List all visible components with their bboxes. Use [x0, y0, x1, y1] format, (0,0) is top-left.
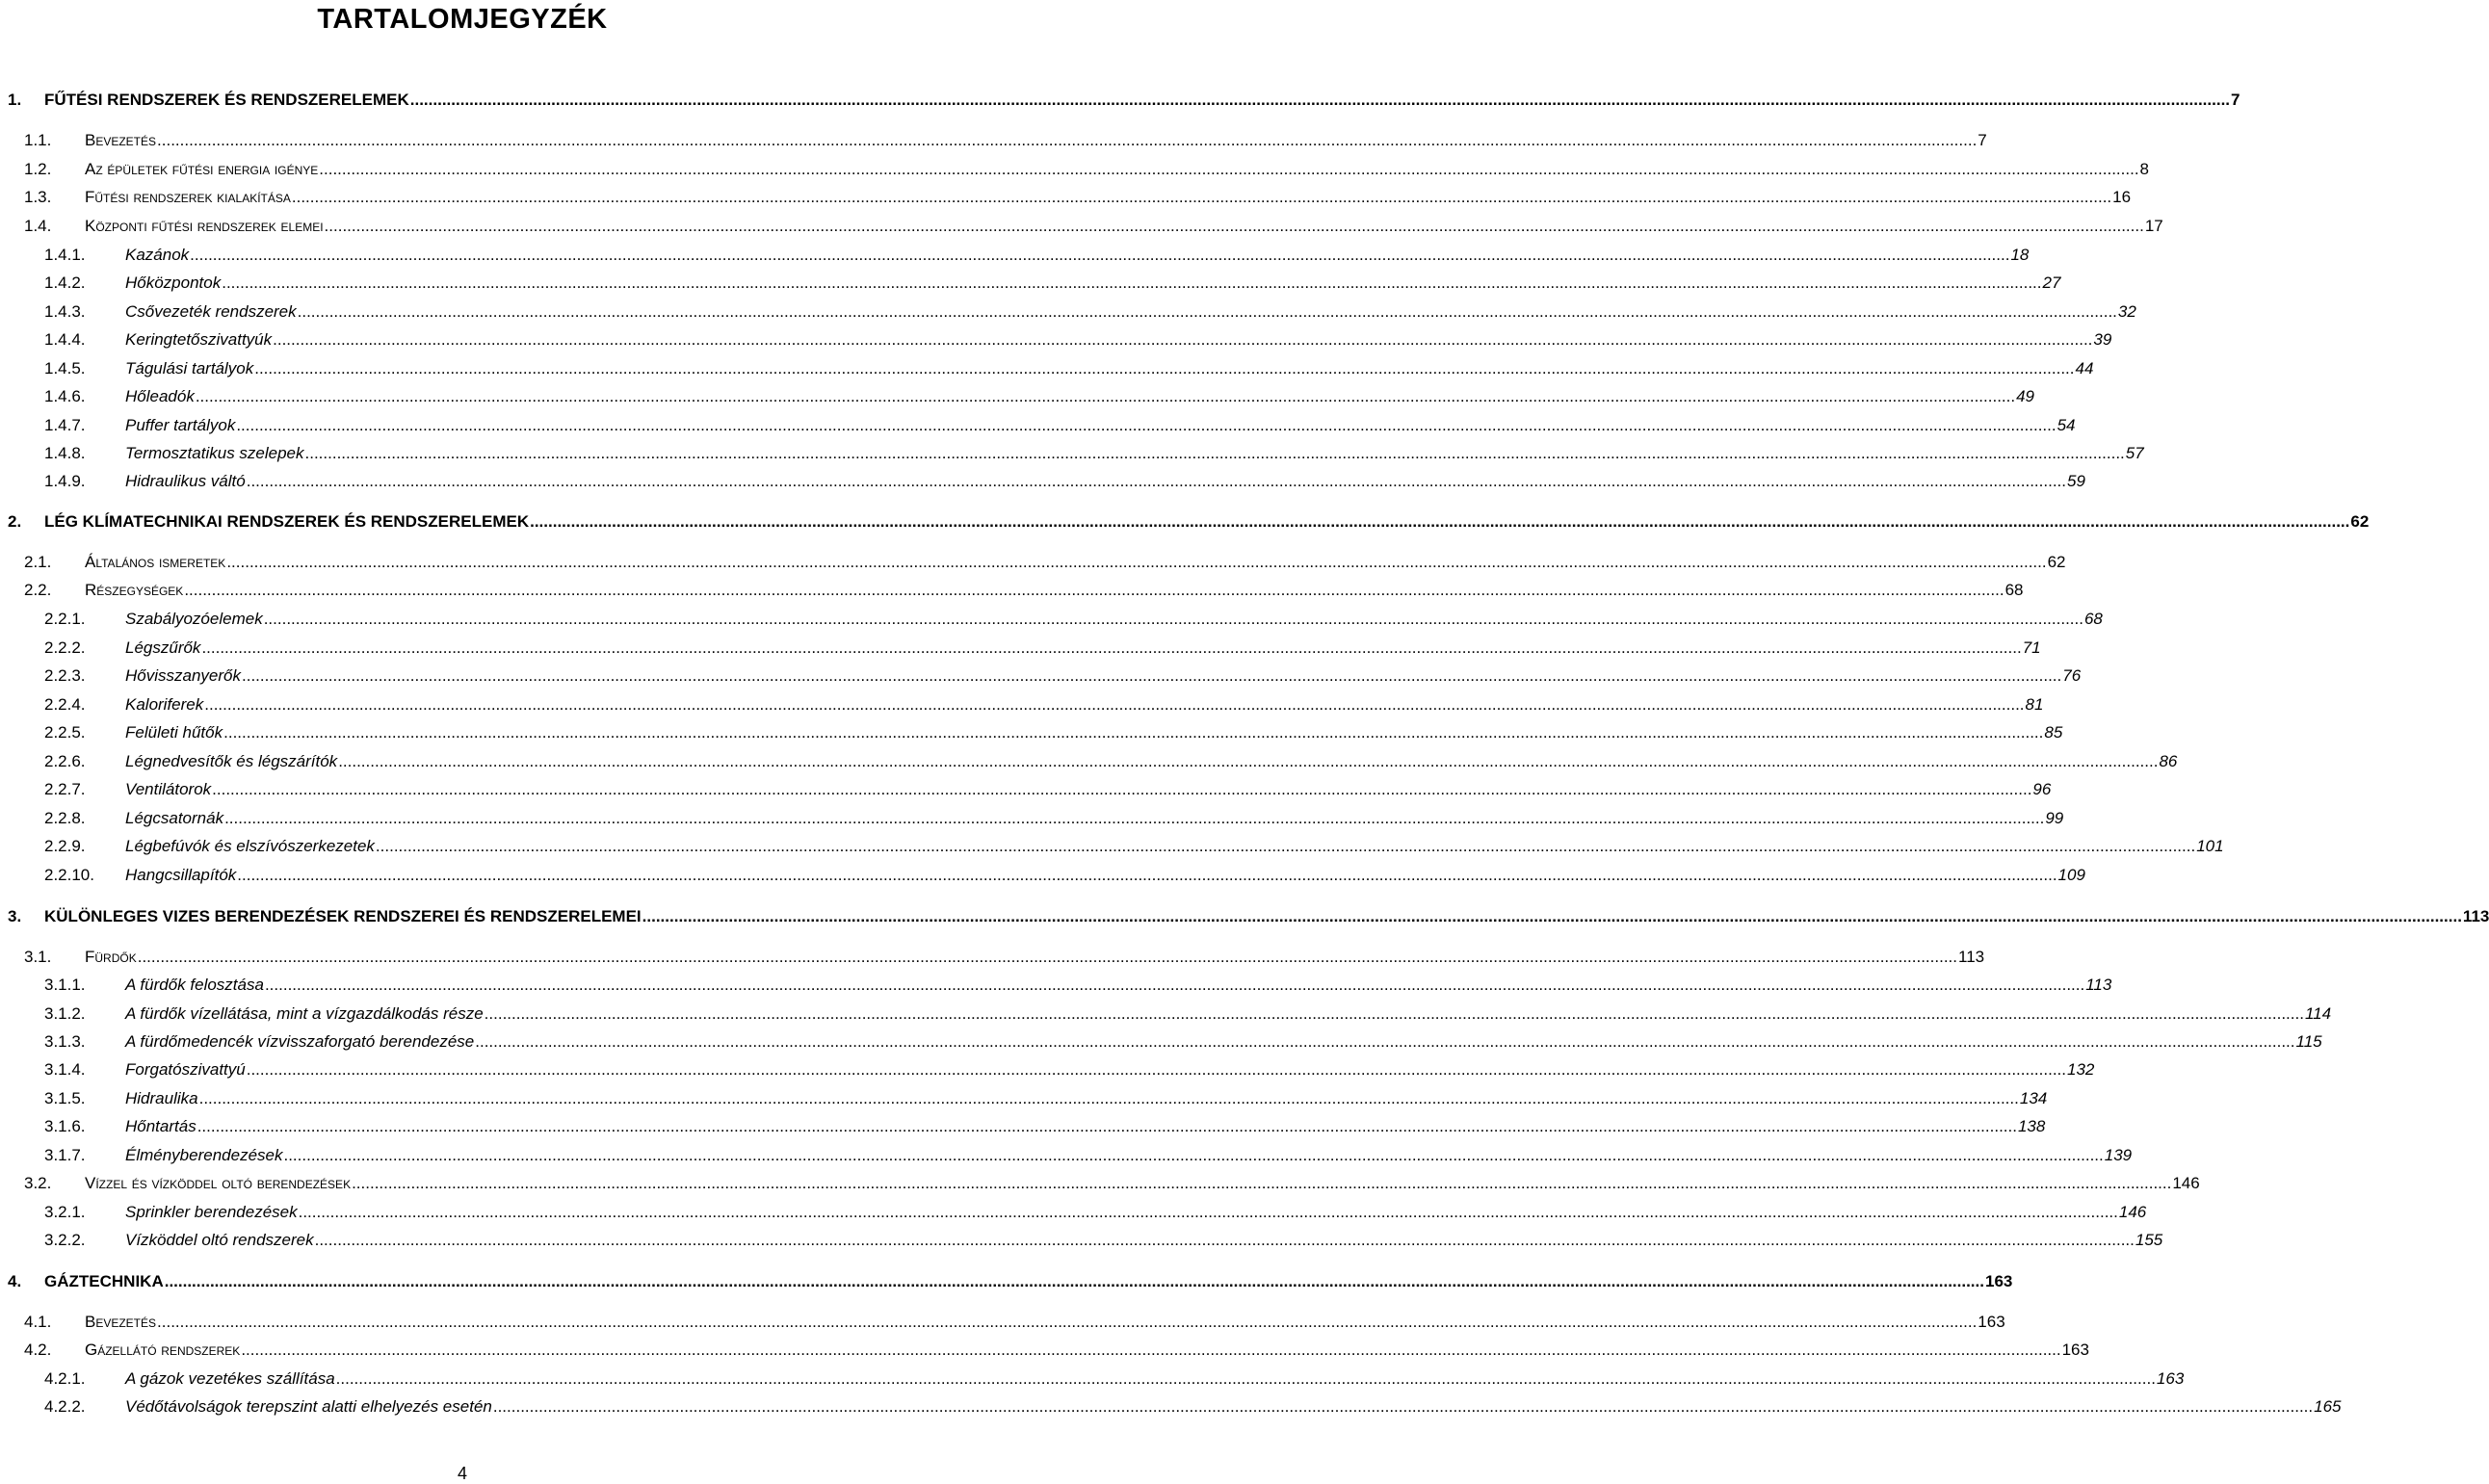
dot-leader: ................................................................................................................................................................................................................................................................................................................................................................................................................ — [314, 1231, 2135, 1249]
toc-entry-title[interactable]: A fürdőmedencék vízvisszaforgató berendezése — [125, 1032, 475, 1051]
toc-entry-title[interactable]: Forgatószivattyú — [125, 1060, 246, 1079]
toc-entry[interactable] — [0, 243, 2030, 268]
toc-entry[interactable] — [0, 1228, 2163, 1253]
dot-leader: ................................................................................................................................................................................................................................................................................................................................................................................................................ — [164, 1272, 1984, 1290]
dot-leader: ................................................................................................................................................................................................................................................................................................................................................................................................................ — [642, 907, 2462, 925]
toc-entry[interactable] — [0, 806, 2064, 831]
toc-entry-title[interactable]: Vízköddel oltó rendszerek — [125, 1231, 314, 1249]
toc-entry-page[interactable]: 68 — [2083, 610, 2103, 628]
page-title: TARTALOMJEGYZÉK — [317, 4, 608, 35]
toc-entry-number: 1.4.6. — [44, 387, 86, 405]
toc-entry[interactable] — [0, 1200, 2147, 1225]
toc-entry[interactable] — [0, 384, 2035, 409]
toc-entry-page[interactable]: 163 — [2061, 1341, 2089, 1359]
toc-entry-title[interactable]: A gázok vezetékes szállítása — [125, 1369, 335, 1388]
toc-entry-number: 2.2.1. — [44, 610, 86, 628]
toc-entry-title[interactable]: Tágulási tartályok — [125, 359, 254, 378]
toc-entry-title[interactable]: A fürdők felosztása — [125, 976, 264, 994]
toc-entry-page[interactable]: 113 — [2085, 976, 2112, 994]
toc-entry-number: 2.2.9. — [44, 837, 86, 855]
toc-entry-number: 3.1.4. — [44, 1060, 86, 1079]
toc-entry-title[interactable]: Vízzel és vízköddel oltó berendezések — [85, 1174, 352, 1192]
toc-entry[interactable] — [0, 550, 2066, 575]
toc-entry[interactable] — [0, 469, 2085, 494]
dot-leader: ................................................................................................................................................................................................................................................................................................................................................................................................................ — [222, 273, 2042, 292]
toc-entry-number: 1.4.8. — [44, 444, 86, 462]
toc-entry-page[interactable]: 101 — [2196, 837, 2224, 855]
toc-entry-number: 2.2.2. — [44, 638, 86, 657]
toc-entry-title[interactable]: Hangcsillapítók — [125, 866, 237, 884]
toc-entry-title[interactable]: LÉG KLÍMATECHNIKAI RENDSZEREK ÉS RENDSZERELEMEK — [44, 512, 530, 531]
toc-entry[interactable] — [0, 863, 2085, 888]
toc-entry[interactable] — [0, 157, 2150, 182]
dot-leader: ................................................................................................................................................................................................................................................................................................................................................................................................................ — [254, 359, 2075, 378]
dot-leader: ................................................................................................................................................................................................................................................................................................................................................................................................................ — [319, 160, 2139, 178]
toc-entry-page[interactable]: 85 — [2044, 723, 2063, 742]
toc-entry-number: 3.1. — [24, 948, 52, 966]
toc-entry[interactable] — [0, 1029, 2322, 1054]
dot-leader: ................................................................................................................................................................................................................................................................................................................................................................................................................ — [484, 1004, 2304, 1023]
dot-leader: ................................................................................................................................................................................................................................................................................................................................................................................................................ — [409, 91, 2231, 109]
dot-leader: ................................................................................................................................................................................................................................................................................................................................................................................................................ — [273, 330, 2093, 349]
toc-entry-title[interactable]: Fűtési rendszerek kialakítása — [85, 188, 291, 206]
toc-entry-title[interactable]: Kaloriferek — [125, 695, 204, 714]
toc-entry-title[interactable]: Általános ismeretek — [85, 553, 226, 571]
toc-entry-number: 3. — [8, 907, 22, 925]
toc-entry[interactable] — [0, 720, 2063, 745]
dot-leader: ................................................................................................................................................................................................................................................................................................................................................................................................................ — [157, 131, 1978, 149]
toc-entry-number: 2.1. — [24, 553, 52, 571]
toc-entry-title[interactable]: Sprinkler berendezések — [125, 1203, 298, 1221]
dot-leader: ................................................................................................................................................................................................................................................................................................................................................................................................................ — [198, 1089, 2019, 1107]
toc-entry[interactable] — [0, 509, 2370, 534]
toc-entry[interactable] — [0, 271, 2061, 296]
toc-entry[interactable] — [0, 636, 2041, 661]
toc-entry-number: 1.4.2. — [44, 273, 86, 292]
toc-entry-title[interactable]: Hidraulikus váltó — [125, 472, 246, 490]
toc-entry-number: 4. — [8, 1272, 22, 1290]
toc-entry[interactable] — [0, 1394, 2342, 1419]
toc-entry-number: 2.2. — [24, 581, 52, 599]
toc-entry-page[interactable]: 163 — [2156, 1369, 2185, 1388]
toc-entry[interactable] — [0, 664, 2082, 689]
toc-entry-number: 2.2.3. — [44, 666, 86, 685]
toc-entry-number: 2.2.7. — [44, 780, 86, 798]
toc-entry[interactable] — [0, 777, 2052, 802]
dot-leader: ................................................................................................................................................................................................................................................................................................................................................................................................................ — [241, 1341, 2061, 1359]
toc-entry-title[interactable]: Gázellátó rendszerek — [85, 1341, 241, 1359]
toc-entry-number: 1.4.1. — [44, 246, 86, 264]
toc-entry-title[interactable]: Bevezetés — [85, 131, 157, 149]
toc-entry-title[interactable]: KÜLÖNLEGES VIZES BERENDEZÉSEK RENDSZEREI ÉS RENDSZERELEMEI — [44, 907, 642, 925]
toc-entry[interactable] — [0, 607, 2103, 632]
toc-entry-title[interactable]: GÁZTECHNIKA — [44, 1272, 164, 1290]
dot-leader: ................................................................................................................................................................................................................................................................................................................................................................................................................ — [291, 188, 2112, 206]
toc-entry-page[interactable]: 132 — [2067, 1060, 2095, 1079]
toc-entry-page[interactable]: 134 — [2019, 1089, 2048, 1107]
toc-entry-number: 4.2. — [24, 1341, 52, 1359]
toc-entry-number: 2. — [8, 512, 22, 531]
dot-leader: ................................................................................................................................................................................................................................................................................................................................................................................................................ — [242, 666, 2062, 685]
toc-entry-page[interactable]: 113 — [2462, 907, 2489, 925]
toc-entry-page[interactable]: 62 — [2047, 553, 2066, 571]
toc-entry-number: 1.4. — [24, 217, 52, 235]
toc-entry-number: 4.2.2. — [44, 1397, 86, 1416]
toc-entry-title[interactable]: FŰTÉSI RENDSZEREK ÉS RENDSZERELEMEK — [44, 91, 409, 109]
dot-leader: ................................................................................................................................................................................................................................................................................................................................................................................................................ — [195, 387, 2016, 405]
dot-leader: ................................................................................................................................................................................................................................................................................................................................................................................................................ — [196, 1117, 2017, 1135]
toc-entry-number: 3.1.5. — [44, 1089, 86, 1107]
dot-leader: ................................................................................................................................................................................................................................................................................................................................................................................................................ — [246, 472, 2066, 490]
dot-leader: ................................................................................................................................................................................................................................................................................................................................................................................................................ — [324, 217, 2144, 235]
toc-entry-number: 2.2.5. — [44, 723, 86, 742]
toc-entry-title[interactable]: Részegységek — [85, 581, 184, 599]
toc-entry-title[interactable]: Szabályozóelemek — [125, 610, 263, 628]
toc-entry[interactable] — [0, 214, 2163, 239]
dot-leader: ................................................................................................................................................................................................................................................................................................................................................................................................................ — [264, 976, 2085, 994]
toc-entry[interactable] — [0, 945, 1985, 970]
toc-entry-number: 2.2.6. — [44, 752, 86, 770]
dot-leader: ................................................................................................................................................................................................................................................................................................................................................................................................................ — [492, 1397, 2314, 1416]
dot-leader: ................................................................................................................................................................................................................................................................................................................................................................................................................ — [335, 1369, 2156, 1388]
toc-entry-number: 3.1.2. — [44, 1004, 86, 1023]
toc-entry-number: 2.2.8. — [44, 809, 86, 827]
dot-leader: ................................................................................................................................................................................................................................................................................................................................................................................................................ — [297, 302, 2117, 321]
toc-entry[interactable] — [0, 1367, 2185, 1392]
toc-entry-title[interactable]: Légszűrők — [125, 638, 201, 657]
toc-entry[interactable] — [0, 128, 1987, 153]
toc-entry-page[interactable]: 155 — [2135, 1231, 2163, 1249]
toc-entry-number: 2.2.4. — [44, 695, 86, 714]
dot-leader: ................................................................................................................................................................................................................................................................................................................................................................................................................ — [137, 948, 1957, 966]
toc-entry-page[interactable]: 7 — [1978, 131, 1987, 149]
toc-entry[interactable] — [0, 1114, 2046, 1139]
toc-entry-title[interactable]: Felületi hűtők — [125, 723, 223, 742]
toc-entry-title[interactable]: Kazánok — [125, 246, 190, 264]
toc-entry-title[interactable]: Bevezetés — [85, 1313, 157, 1331]
toc-entry[interactable] — [0, 1143, 2133, 1168]
dot-leader: ................................................................................................................................................................................................................................................................................................................................................................................................................ — [338, 752, 2159, 770]
toc-entry-page[interactable]: 113 — [1958, 948, 1985, 966]
dot-leader: ................................................................................................................................................................................................................................................................................................................................................................................................................ — [246, 1060, 2066, 1079]
toc-entry-number: 2.2.10. — [44, 866, 94, 884]
toc-entry-page[interactable]: 16 — [2112, 188, 2132, 206]
toc-entry-page[interactable]: 27 — [2042, 273, 2061, 292]
toc-entry-page[interactable]: 146 — [2118, 1203, 2147, 1221]
toc-entry-page[interactable]: 17 — [2144, 217, 2163, 235]
dot-leader: ................................................................................................................................................................................................................................................................................................................................................................................................................ — [226, 553, 2047, 571]
toc-entry[interactable] — [0, 327, 2112, 352]
toc-entry[interactable] — [0, 1269, 2013, 1294]
toc-entry-number: 3.1.1. — [44, 976, 86, 994]
toc-entry-title[interactable]: Hővisszanyerők — [125, 666, 241, 685]
toc-entry-number: 4.1. — [24, 1313, 52, 1331]
toc-entry-number: 3.1.3. — [44, 1032, 86, 1051]
toc-entry-page[interactable]: 163 — [1978, 1313, 2005, 1331]
toc-entry[interactable] — [0, 413, 2076, 438]
toc-entry-title[interactable]: A fürdők vízellátása, mint a vízgazdálkodás része — [125, 1004, 484, 1023]
toc-entry-title[interactable]: Élményberendezések — [125, 1146, 283, 1164]
toc-entry-title[interactable]: Puffer tartályok — [125, 416, 236, 434]
dot-leader: ................................................................................................................................................................................................................................................................................................................................................................................................................ — [263, 610, 2083, 628]
dot-leader: ................................................................................................................................................................................................................................................................................................................................................................................................................ — [190, 246, 2010, 264]
toc-entry-page[interactable]: 57 — [2125, 444, 2144, 462]
toc-entry-page[interactable]: 49 — [2016, 387, 2035, 405]
toc-entry-page[interactable]: 165 — [2314, 1397, 2342, 1416]
dot-leader: ................................................................................................................................................................................................................................................................................................................................................................................................................ — [283, 1146, 2104, 1164]
toc-entry-page[interactable]: 18 — [2010, 246, 2030, 264]
toc-entry-number: 1.2. — [24, 160, 52, 178]
toc-entry-page[interactable]: 163 — [1984, 1272, 2013, 1290]
toc-entry-number: 1.4.3. — [44, 302, 86, 321]
toc-entry[interactable] — [0, 1338, 2089, 1363]
toc-entry[interactable] — [0, 973, 2112, 998]
toc-entry-title[interactable]: Légcsatornák — [125, 809, 224, 827]
dot-leader: ................................................................................................................................................................................................................................................................................................................................................................................................................ — [184, 581, 2004, 599]
dot-leader: ................................................................................................................................................................................................................................................................................................................................................................................................................ — [201, 638, 2022, 657]
dot-leader: ................................................................................................................................................................................................................................................................................................................................................................................................................ — [224, 809, 2045, 827]
toc-entry-page[interactable]: 71 — [2022, 638, 2041, 657]
toc-entry[interactable] — [0, 88, 2240, 113]
toc-entry-page[interactable]: 138 — [2017, 1117, 2046, 1135]
dot-leader: ................................................................................................................................................................................................................................................................................................................................................................................................................ — [475, 1032, 2295, 1051]
toc-entry-page[interactable]: 44 — [2075, 359, 2094, 378]
toc-entry-page[interactable]: 62 — [2350, 512, 2370, 531]
toc-entry[interactable] — [0, 1310, 2005, 1335]
toc-entry[interactable] — [0, 1171, 2200, 1196]
toc-entry-title[interactable]: Légbefúvók és elszívószerkezetek — [125, 837, 375, 855]
toc-entry-title[interactable]: Hidraulika — [125, 1089, 198, 1107]
toc-entry-number: 1.3. — [24, 188, 52, 206]
toc-entry-number: 1.4.9. — [44, 472, 86, 490]
toc-entry-page[interactable]: 7 — [2231, 91, 2240, 109]
toc-entry-page[interactable]: 68 — [2004, 581, 2024, 599]
dot-leader: ................................................................................................................................................................................................................................................................................................................................................................................................................ — [352, 1174, 2172, 1192]
toc-entry-title[interactable]: Hőntartás — [125, 1117, 196, 1135]
toc-entry-page[interactable]: 54 — [2057, 416, 2076, 434]
toc-entry-page[interactable]: 114 — [2304, 1004, 2332, 1023]
toc-entry-title[interactable]: Keringtetőszivattyúk — [125, 330, 273, 349]
toc-entry[interactable] — [0, 1057, 2095, 1082]
toc-entry-title[interactable]: Fürdők — [85, 948, 137, 966]
toc-entry[interactable] — [0, 356, 2094, 381]
toc-entry-page[interactable]: 109 — [2057, 866, 2085, 884]
toc-entry[interactable] — [0, 1086, 2048, 1111]
toc-entry-page[interactable]: 59 — [2067, 472, 2085, 490]
toc-entry-title[interactable]: Csővezeték rendszerek — [125, 302, 297, 321]
dot-leader: ................................................................................................................................................................................................................................................................................................................................................................................................................ — [157, 1313, 1978, 1331]
dot-leader: ................................................................................................................................................................................................................................................................................................................................................................................................................ — [212, 780, 2032, 798]
toc-entry-number: 1. — [8, 91, 22, 109]
toc-entry-page[interactable]: 146 — [2172, 1174, 2200, 1192]
toc-entry-number: 3.2.1. — [44, 1203, 86, 1221]
dot-leader: ................................................................................................................................................................................................................................................................................................................................................................................................................ — [204, 695, 2025, 714]
dot-leader: ................................................................................................................................................................................................................................................................................................................................................................................................................ — [304, 444, 2125, 462]
toc-entry[interactable] — [0, 834, 2224, 859]
toc-entry-title[interactable]: Hőleadók — [125, 387, 195, 405]
dot-leader: ................................................................................................................................................................................................................................................................................................................................................................................................................ — [530, 512, 2350, 531]
toc-entry-number: 1.4.7. — [44, 416, 86, 434]
dot-leader: ................................................................................................................................................................................................................................................................................................................................................................................................................ — [236, 416, 2057, 434]
toc-entry-number: 1.4.4. — [44, 330, 86, 349]
toc-entry[interactable] — [0, 185, 2132, 210]
toc-entry-title[interactable]: Hőközpontok — [125, 273, 222, 292]
toc-entry[interactable] — [0, 441, 2144, 466]
toc-entry-title[interactable]: Ventilátorok — [125, 780, 212, 798]
toc-entry[interactable] — [0, 299, 2136, 325]
toc-entry-title[interactable]: Légnedvesítők és légszárítók — [125, 752, 338, 770]
toc-entry-page[interactable]: 76 — [2062, 666, 2082, 685]
toc-entry-number: 3.1.7. — [44, 1146, 86, 1164]
toc-entry-title[interactable]: Központi fűtési rendszerek elemei — [85, 217, 324, 235]
toc-entry-page[interactable]: 39 — [2093, 330, 2112, 349]
page-number: 4 — [457, 1464, 467, 1483]
dot-leader: ................................................................................................................................................................................................................................................................................................................................................................................................................ — [237, 866, 2057, 884]
toc-entry[interactable] — [0, 578, 2024, 603]
toc-entry-page[interactable]: 8 — [2139, 160, 2150, 178]
toc-entry-page[interactable]: 32 — [2117, 302, 2136, 321]
toc-entry[interactable] — [0, 749, 2178, 774]
toc-entry[interactable] — [0, 692, 2044, 717]
toc-entry-number: 3.1.6. — [44, 1117, 86, 1135]
toc-entry-page[interactable]: 86 — [2159, 752, 2178, 770]
toc-entry-page[interactable]: 115 — [2295, 1032, 2322, 1051]
toc-entry-number: 3.2. — [24, 1174, 52, 1192]
dot-leader: ................................................................................................................................................................................................................................................................................................................................................................................................................ — [375, 837, 2196, 855]
toc-entry-page[interactable]: 81 — [2025, 695, 2044, 714]
toc-entry-number: 3.2.2. — [44, 1231, 86, 1249]
toc-entry-page[interactable]: 139 — [2104, 1146, 2133, 1164]
toc-entry-page[interactable]: 99 — [2045, 809, 2064, 827]
toc-entry-title[interactable]: Az épületek fűtési energia igénye — [85, 160, 319, 178]
toc-entry-number: 4.2.1. — [44, 1369, 86, 1388]
toc-entry-title[interactable]: Védőtávolságok terepszint alatti elhelyezés esetén — [125, 1397, 492, 1416]
toc-entry-number: 1.4.5. — [44, 359, 86, 378]
toc-entry-title[interactable]: Termosztatikus szelepek — [125, 444, 304, 462]
dot-leader: ................................................................................................................................................................................................................................................................................................................................................................................................................ — [223, 723, 2044, 742]
dot-leader: ................................................................................................................................................................................................................................................................................................................................................................................................................ — [298, 1203, 2118, 1221]
toc-entry-number: 1.1. — [24, 131, 52, 149]
toc-entry[interactable] — [0, 904, 2489, 929]
toc-entry[interactable] — [0, 1002, 2332, 1027]
toc-entry-page[interactable]: 96 — [2032, 780, 2052, 798]
